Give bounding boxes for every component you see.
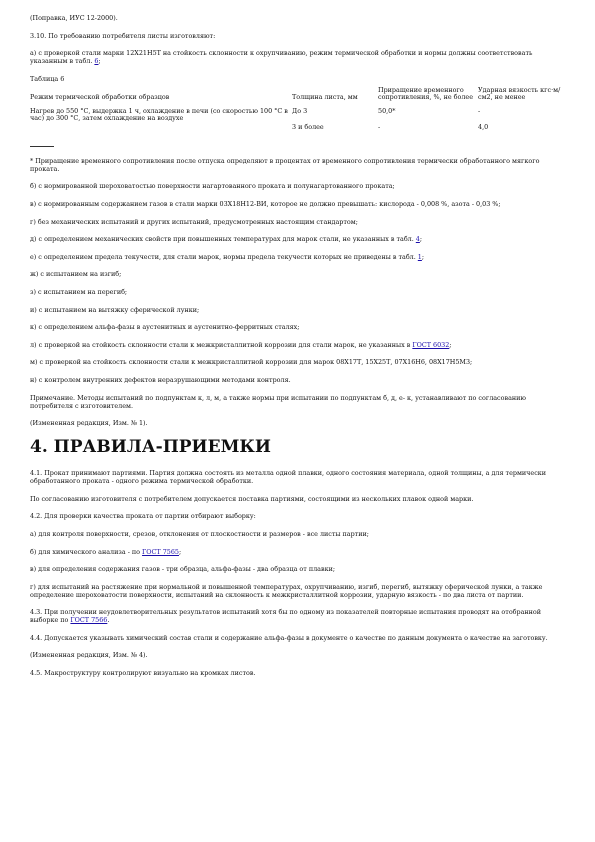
clause-4-3: 4.3. При получении неудовлетворительных результатов испытаний хотя бы по одному из показателей повторные испытания проводят на отобранной выборке по ГОСТ 7566.: [30, 608, 542, 625]
item-4v: в) для определения содержания газов - три образца, альфа-фазы - два образца от плавки;: [30, 565, 335, 574]
gost-6032-link[interactable]: ГОСТ 6032: [412, 340, 450, 349]
table-header-cell: Толщина листа, мм: [292, 93, 358, 102]
table-cell: До 3: [292, 106, 308, 115]
footnote-divider: [30, 146, 54, 147]
note: Примечание. Методы испытаний по подпунктам к, л, м, а также нормы при испытании по подпунктам б, д, е- к, устанавливают по согласованию потребителя с изготовителем.: [30, 393, 526, 410]
table-row: [30, 124, 570, 131]
item-m: м) с проверкой на стойкость склонности стали к межкристаллитной коррозии для марок 08Х17Т, 15Х25Т, 07Х16Н6, 08Х17Н5М3;: [30, 358, 473, 367]
item-k: к) с определением альфа-фазы в аустенитных и аустенитно-ферритных сталях;: [30, 323, 300, 332]
item-v: в) с нормированным содержанием газов в стали марки 03Х18Н12-ВИ, которое не должно превышать: кислорода - 0,008 %, азота - 0,03 %;: [30, 200, 501, 208]
item-n: н) с контролем внутренних дефектов неразрушающими методами контроля.: [30, 375, 291, 384]
table-row: [30, 108, 570, 125]
item-4g: г) для испытаний на растяжение при нормальной и повышенной температурах, охрупчиванию, изгиб, перегиб, вытяжку сферической лунки, а также определение шероховатости поверхности, испытаний на склонность к межкристаллитной коррозии, ударную вязкость - по два листа от партии.: [30, 582, 543, 599]
item-e: е) с определением предела текучести, для стали марок, нормы предела текучести которых не приведены в табл. 1;: [30, 252, 425, 261]
table-header-row: [30, 87, 570, 108]
table-6-link[interactable]: 6: [94, 57, 99, 66]
table-cell: 3 и более: [292, 123, 324, 132]
amendment-note-1: (Измененная редакция, Изм. № 1).: [30, 419, 148, 428]
item-l: л) с проверкой на стойкость склонности стали к межкристаллитной коррозии для стали марок, не указанных в ГОСТ 6032;: [30, 340, 452, 349]
gost-7566-link[interactable]: ГОСТ 7566: [70, 616, 108, 625]
table-cell: -: [378, 123, 381, 132]
item-g: г) без механических испытаний и других испытаний, предусмотренных настоящим стандартом;: [30, 217, 358, 226]
section-title: 4. ПРАВИЛА-ПРИЕМКИ: [30, 437, 271, 458]
table-header-cell: Приращение временного сопротивления, %, не более: [378, 85, 473, 102]
clause-4-4: 4.4. Допускается указывать химический состав стали и содержание альфа-фазы в документе о качестве по данным документа о качестве на заготовку.: [30, 633, 548, 642]
item-a: а) с проверкой стали марки 12Х21Н5Т на стойкость склонности к охрупчиванию, режим термической обработки и нормы должны соответствовать указанным в табл. 6;: [30, 49, 533, 66]
table-6-caption: Таблица 6: [30, 74, 65, 83]
clause-4-1: 4.1. Прокат принимают партиями. Партия должна состоять из металла одной плавки, одного состояния материала, одной толщины, а для термически обработанного проката - одного режима термической обработки.: [30, 469, 547, 486]
amendment-note-top: (Поправка, ИУС 12-2000).: [30, 14, 118, 22]
item-4b: б) для химического анализа - по ГОСТ 7565;: [30, 547, 182, 556]
item-zh: ж) с испытанием на изгиб;: [30, 270, 122, 279]
gost-7565-link[interactable]: ГОСТ 7565: [142, 547, 179, 556]
item-z: з) с испытанием на перегиб;: [30, 287, 128, 296]
table-cell: 4,0: [478, 123, 489, 132]
clause-4-5: 4.5. Макроструктуру контролируют визуально на кромках листов.: [30, 669, 256, 678]
clause-4-2: 4.2. Для проверки качества проката от партии отбирают выборку:: [30, 512, 256, 521]
document-page: [30, 14, 570, 687]
item-4a: а) для контроля поверхности, срезов, отклонения от плоскостности и размеров - все листы партии;: [30, 529, 369, 538]
clause-4-1b: По согласованию изготовителя с потребителем допускается поставка партиями, состоящими из нескольких плавок одной марки.: [30, 494, 474, 503]
table-cell: [30, 124, 292, 131]
table-6: [30, 87, 570, 132]
table-1-link[interactable]: 1: [417, 252, 422, 261]
table-header-cell: Ударная вязкость кгс·м/см2, не менее: [478, 85, 561, 102]
table-header-cell: Режим термической обработки образцов: [30, 93, 170, 102]
amendment-note-4: (Измененная редакция, Изм. № 4).: [30, 651, 148, 660]
item-d: д) с определением механических свойств при повышенных температурах для марок стали, не указанных в табл. 4;: [30, 235, 423, 244]
table-4-link[interactable]: 4: [415, 235, 420, 244]
table-cell: -: [478, 106, 481, 115]
item-i: и) с испытанием на вытяжку сферической лунки;: [30, 305, 200, 314]
footnote: * Приращение временного сопротивления после отпуска определяют в процентах от временного сопротивления термически обработанного мягкого проката.: [30, 156, 540, 173]
clause-3-10: 3.10. По требованию потребителя листы изготовляют:: [30, 31, 216, 40]
table-cell: 50,0*: [378, 106, 396, 115]
item-b: б) с нормированной шероховатостью поверхности нагартованного проката и полунагартованного проката;: [30, 182, 395, 191]
table-cell: Нагрев до 550 °С, выдержка 1 ч, охлаждение в печи (со скоростью 100 °С в час) до 300 °С, затем охлаждение на воздухе: [30, 106, 288, 122]
